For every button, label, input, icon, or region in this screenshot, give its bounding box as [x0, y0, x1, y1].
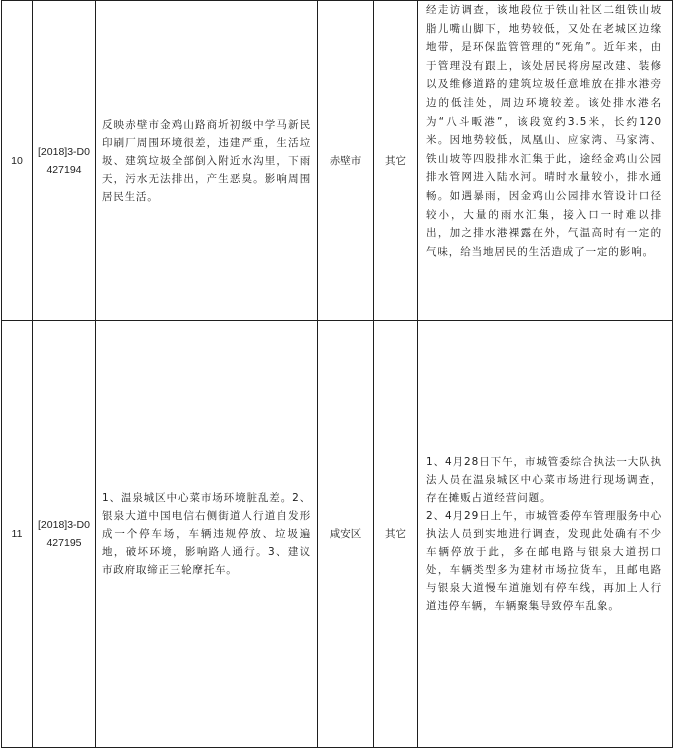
case-code: [2018]3-D0427194: [33, 1, 96, 321]
investigation-result: 经走访调查，该地段位于铁山社区二组铁山坡脂儿嘴山脚下，地势较低，又处在老城区边缘地带，是环保监管管理的“死角”。近年来，由于管理没有跟上，该处居民将房屋改建、装修以及维修道路的建筑垃圾任意堆放在排水港旁边的低洼处，周边环境较差。该处排水港名为“八斗畈港”，该段宽约3.5米，长约120米。因地势较低，凤凰山、应家湾、马家湾、铁山坡等四股排水汇集于此，途经金鸡山公园排水管网进入陆水河。晴时水量较小，排水通畅。如遇暴雨，因金鸡山公园排水管设计口径较小，大量的雨水汇集，接入口一时难以排出，加之排水港裸露在外，气温高时有一定的气味，给当地居民的生活造成了一定的影响。: [418, 1, 673, 321]
investigation-result: 1、4月28日下午，市城管委综合执法一大队执法人员在温泉城区中心菜市场进行现场调查，存在摊贩占道经营问题。 2、4月29日上午，市城管委停车管理服务中心执法人员到实地进行调查，发现此处确有不少车辆停放于此，多在邮电路与银泉大道拐口处，车辆类型多为建材市场拉货车，且邮电路与银泉大道慢车道施划有停车线，再加上人行道违停车辆，车辆聚集导致停车乱象。: [418, 321, 673, 748]
table-row: [2, 1, 673, 321]
table-row: [2, 321, 673, 748]
district-cell: 咸安区: [318, 321, 374, 748]
category-cell: 其它: [374, 321, 418, 748]
category-cell: 其它: [374, 1, 418, 321]
district-cell: 赤壁市: [318, 1, 374, 321]
row-index: 10: [2, 1, 33, 321]
complaint-description: 1、温泉城区中心菜市场环境脏乱差。2、银泉大道中国电信右侧街道人行道自发形成一个停车场，车辆违规停放、垃圾遍地，破坏环境，影响路人通行。3、建议市政府取缔正三轮摩托车。: [96, 321, 318, 748]
complaint-description: 反映赤壁市金鸡山路商圻初级中学马新民印刷厂周围环境很差，违建严重，生活垃圾、建筑垃圾全部倒入附近水沟里，下雨天，污水无法排出，产生恶臭。影响周围居民生活。: [96, 1, 318, 321]
complaint-table: [1, 0, 673, 748]
case-code: [2018]3-D0427195: [33, 321, 96, 748]
row-index: 11: [2, 321, 33, 748]
